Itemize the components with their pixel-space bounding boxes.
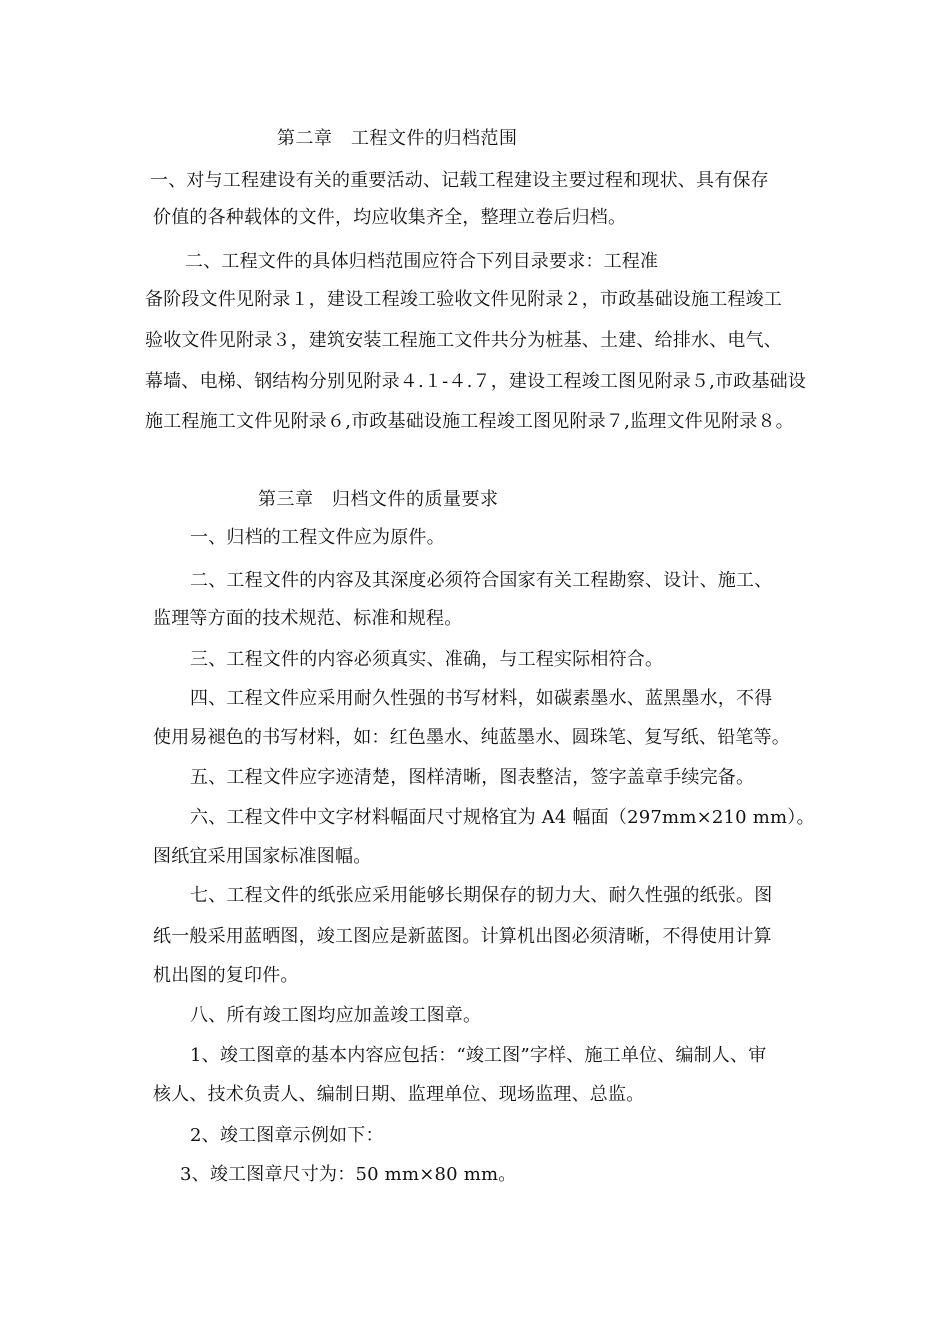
ch2-item2-line3: 验收文件见附录３，建筑安装工程施工文件共分为桩基、土建、给排水、电气、 xyxy=(145,330,782,351)
ch2-item1-line1: 一、对与工程建设有关的重要活动、记载工程建设主要过程和现状、具有保存 xyxy=(150,170,769,191)
ch3-line-3: 监理等方面的技术规范、标准和规程。 xyxy=(153,608,463,629)
ch3-line-10: 七、工程文件的纸张应采用能够长期保存的韧力大、耐久性强的纸张。图 xyxy=(190,885,773,906)
ch2-item2-line1: 二、工程文件的具体归档范围应符合下列目录要求：工程准 xyxy=(185,251,659,272)
ch3-line-6: 使用易褪色的书写材料，如：红色墨水、纯蓝墨水、圆珠笔、复写纸、铅笔等。 xyxy=(153,727,790,748)
ch3-line-8: 六、工程文件中文字材料幅面尺寸规格宜为 A4 幅面（297mm×210 mm）。 xyxy=(190,807,815,828)
ch3-line-13: 八、所有竣工图均应加盖竣工图章。 xyxy=(190,1005,482,1026)
ch2-item1-line2: 价值的各种载体的文件，均应收集齐全，整理立卷后归档。 xyxy=(153,207,627,228)
ch2-item2-line5: 施工程施工文件见附录６,市政基础设施工程竣工图见附录７,监理文件见附录８。 xyxy=(145,411,794,432)
ch3-line-16: 2、竣工图章示例如下： xyxy=(190,1125,384,1146)
ch3-line-15: 核人、技术负责人、编制日期、监理单位、现场监理、总监。 xyxy=(153,1084,645,1105)
ch3-line-7: 五、工程文件应字迹清楚，图样清晰，图表整洁，签字盖章手续完备。 xyxy=(190,767,755,788)
ch3-line-1: 一、归档的工程文件应为原件。 xyxy=(190,527,445,548)
ch3-line-9: 图纸宜采用国家标准图幅。 xyxy=(153,846,372,867)
chapter-3-title: 第三章 归档文件的质量要求 xyxy=(258,489,499,510)
ch3-line-17: 3、竣工图章尺寸为：50 mm×80 mm。 xyxy=(180,1164,517,1185)
ch3-line-14: 1、竣工图章的基本内容应包括：“竣工图”字样、施工单位、编制人、审 xyxy=(190,1045,767,1066)
ch3-line-4: 三、工程文件的内容必须真实、准确，与工程实际相符合。 xyxy=(190,649,664,670)
ch2-item2-line4: 幕墙、电梯、钢结构分别见附录４.１-４.７，建设工程竣工图见附录５,市政基础设 xyxy=(145,371,807,392)
ch3-line-5: 四、工程文件应采用耐久性强的书写材料，如碳素墨水、蓝黑墨水，不得 xyxy=(190,688,773,709)
chapter-2-title: 第二章 工程文件的归档范围 xyxy=(277,128,518,149)
ch3-line-2: 二、工程文件的内容及其深度必须符合国家有关工程勘察、设计、施工、 xyxy=(190,570,773,591)
ch3-line-12: 机出图的复印件。 xyxy=(153,965,299,986)
ch3-line-11: 纸一般采用蓝晒图，竣工图应是新蓝图。计算机出图必须清晰，不得使用计算 xyxy=(153,926,772,947)
ch2-item2-line2: 备阶段文件见附录１，建设工程竣工验收文件见附录２，市政基础设施工程竣工 xyxy=(145,289,782,310)
